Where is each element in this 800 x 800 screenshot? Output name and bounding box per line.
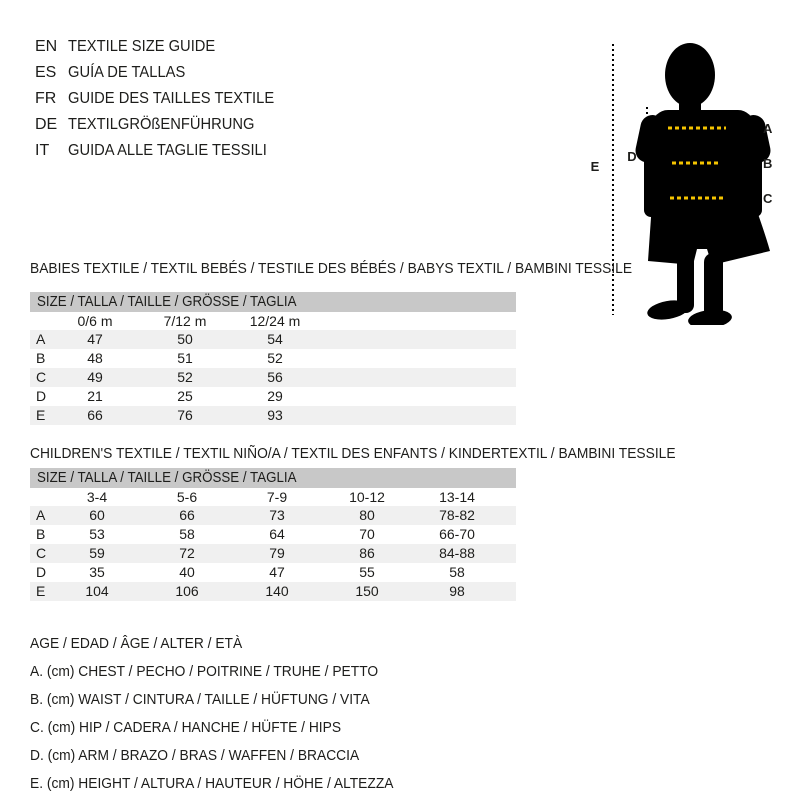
lang-code: DE [35,116,58,133]
babies-column-header-row [30,312,516,330]
table-row [30,387,516,406]
lang-code: EN [35,38,58,55]
cell: 72 [179,545,195,561]
cell: 84-88 [439,545,475,561]
row-label: A [36,507,46,523]
lang-row-fr [35,86,292,112]
lang-row-de [35,112,292,138]
row-label: B [36,350,46,366]
cell: 51 [177,350,193,366]
table-row [30,506,516,525]
children-column-header-row [30,488,516,506]
cell: 54 [267,331,283,347]
cell: 66-70 [439,526,475,542]
legend-line-e [30,770,425,798]
cell: 150 [355,583,379,599]
legend-text: A. (cm) CHEST / PECHO / POITRINE / TRUHE / PETTO [30,663,379,680]
legend-line-c [30,714,425,742]
cell: 66 [87,407,103,423]
row-label: D [36,564,47,580]
lang-row-it [35,138,292,164]
cell: 140 [265,583,289,599]
legend-line-b [30,686,425,714]
lang-title: TEXTILE SIZE GUIDE [68,38,216,55]
row-label: C [36,545,47,561]
cell: 21 [87,388,103,404]
row-label: C [36,369,47,385]
lang-row-es [35,60,292,86]
figure-label-c: C [763,191,773,206]
cell: 50 [177,331,193,347]
silhouette-torso [652,110,754,212]
figure-label-e: E [590,159,600,174]
cell: 59 [89,545,105,561]
figure-label-d: D [627,149,637,164]
lang-row-en [35,34,292,60]
children-size-table [30,468,516,601]
legend-text: D. (cm) ARM / BRAZO / BRAS / WAFFEN / BRACCIA [30,747,360,764]
legend-text: E. (cm) HEIGHT / ALTURA / HAUTEUR / HÖHE / ALTEZZA [30,775,394,792]
cell: 106 [175,583,199,599]
table-row [30,582,516,601]
table-row [30,563,516,582]
cell: 60 [89,507,105,523]
lang-code: ES [35,64,57,81]
babies-size-table [30,292,516,425]
column-header: 3-4 [86,489,108,505]
legend-text: B. (cm) WAIST / CINTURA / TAILLE / HÜFTUNG / VITA [30,691,370,708]
measurement-legend [30,630,425,798]
cell: 52 [267,350,283,366]
legend-line-d [30,742,425,770]
size-header-text: SIZE / TALLA / TAILLE / GRÖSSE / TAGLIA [37,470,297,486]
cell: 53 [89,526,105,542]
cell: 58 [179,526,195,542]
cell: 93 [267,407,283,423]
column-header: 10-12 [349,489,385,505]
babies-heading-text: BABIES TEXTILE / TEXTIL BEBÉS / TESTILE DES BÉBÉS / BABYS TEXTIL / BAMBINI TESSILE [30,260,633,277]
cell: 64 [269,526,285,542]
child-silhouette [633,43,772,325]
lang-title: GUIDE DES TAILLES TEXTILE [68,90,275,107]
silhouette-right-leg [704,253,723,319]
figure-label-a: A [763,121,773,136]
row-label: B [36,526,46,542]
cell: 104 [85,583,109,599]
cell: 48 [87,350,103,366]
row-label: A [36,331,46,347]
cell: 66 [179,507,195,523]
figure-label-b: B [763,156,773,171]
silhouette-right-foot [687,308,733,325]
cell: 78-82 [439,507,475,523]
lang-title: TEXTILGRÖßENFÜHRUNG [68,116,255,133]
row-label: D [36,388,47,404]
cell: 79 [269,545,285,561]
cell: 98 [449,583,465,599]
lang-code: IT [35,142,50,159]
row-label: E [36,583,46,599]
row-label: E [36,407,46,423]
table-row [30,525,516,544]
cell: 70 [359,526,375,542]
cell: 47 [87,331,103,347]
table-row [30,406,516,425]
lang-title: GUIDA ALLE TAGLIE TESSILI [68,142,267,159]
children-section-heading [30,445,732,462]
lang-title: GUÍA DE TALLAS [68,64,186,81]
babies-section-heading [30,260,684,277]
children-heading-text: CHILDREN'S TEXTILE / TEXTIL NIÑO/A / TEXTIL DES ENFANTS / KINDERTEXTIL / BAMBINI TESSILE [30,445,676,462]
cell: 56 [267,369,283,385]
column-header: 7-9 [266,489,288,505]
cell: 49 [87,369,103,385]
cell: 52 [177,369,193,385]
cell: 86 [359,545,375,561]
legend-text: C. (cm) HIP / CADERA / HANCHE / HÜFTE / HIPS [30,719,342,736]
language-title-list [35,34,292,164]
size-header-text: SIZE / TALLA / TAILLE / GRÖSSE / TAGLIA [37,294,297,310]
child-silhouette-figure [580,25,800,325]
table-row [30,330,516,349]
cell: 29 [267,388,283,404]
cell: 47 [269,564,285,580]
table-row [30,368,516,387]
column-header: 13-14 [439,489,475,505]
column-header: 7/12 m [163,313,207,329]
column-header: 5-6 [176,489,198,505]
legend-age-text: AGE / EDAD / ÂGE / ALTER / ETÀ [30,635,243,652]
legend-line-a [30,658,425,686]
cell: 25 [177,388,193,404]
table-row [30,349,516,368]
cell: 80 [359,507,375,523]
cell: 55 [359,564,375,580]
cell: 76 [177,407,193,423]
column-header: 12/24 m [249,313,301,329]
cell: 58 [449,564,465,580]
children-size-header-bar [30,468,516,488]
cell: 73 [269,507,285,523]
cell: 40 [179,564,195,580]
legend-age-line [30,630,425,658]
table-row [30,544,516,563]
lang-code: FR [35,90,57,107]
babies-size-header-bar [30,292,516,312]
column-header: 0/6 m [77,313,113,329]
cell: 35 [89,564,105,580]
